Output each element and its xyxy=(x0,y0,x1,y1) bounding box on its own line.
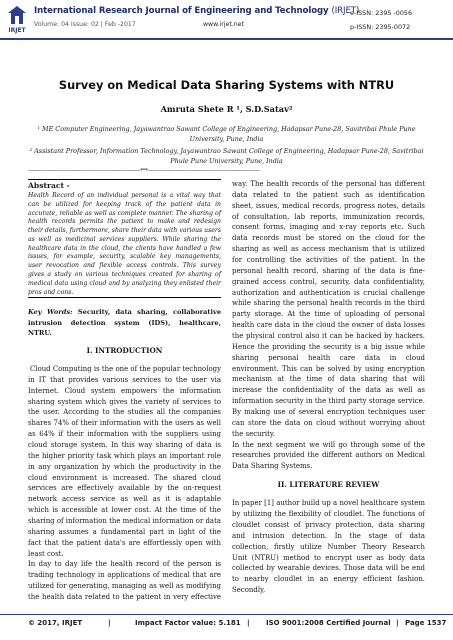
intro-paragraph-1: Cloud Computing is the one of the popular technology in IT that provides various services to the user via Internet. Cloud system empowers the information sharing system which gives the variety of services to the user. According to the studies all the companies shares 74% of their information with the users as well as 64% if their information with the suppliers using cloud storage system. In this way sharing of data is the higher priority task which plays an important role in any organization by which the productivity in the cloud environment is increased. The shared cloud services are effectively available by the on-request network access service as well as it is adaptable which is accessible at lower cost. At the time of the sharing of information the medical information or data sharing assumes a fundamental part in light of the fact that the patient data's are effortlessly open with least cost. xyxy=(28,364,221,558)
keywords-text: Security, data sharing, collaborative intrusion detection system (IDS), healthcare, NTRU. xyxy=(28,308,222,337)
section-heading-introduction: I. INTRODUCTION xyxy=(86,345,163,355)
abstract-body: Health Record of an individual personal is a vital way that can be utilized for keeping track of the patient data in accurate, reliable as well as complete manner. The sharing of health records permits the patient to make and redesign their details, furthermore, share their data with various users as well as medicinal services suppliers. While sharing the healthcare data in the cloud, the clients have handled a few issues, for example, security, scalable key managements, user revocation and flexible access controls. This survey gives a study on various techniques created for sharing of medical data using cloud and by analyzing they enlisted their pros and cons. xyxy=(28,192,221,296)
journal-name: International Research Journal of Engineering and Technology (IRJET) xyxy=(34,6,360,16)
affiliation-1: ¹ ME Computer Engineering, Jayawantrao Sawant College of Engineering, Hadapsar Pune-28, Savitribai Phule Pune University, Pune, India xyxy=(37,125,416,144)
journal-header xyxy=(0,0,453,38)
header-divider xyxy=(0,38,453,40)
footer-page-number: Page 1537 xyxy=(405,619,447,627)
issn-block xyxy=(350,6,412,34)
affiliation-2: ² Assistant Professor, Information Technology, Jayawantrao Sawant College of Engineering, Hadapsar Pune-28, Savitribai Phule Pune University, Pune, India xyxy=(29,147,424,166)
footer-divider xyxy=(0,614,453,615)
abstract-box xyxy=(28,179,221,298)
footer-copyright: © 2017, IRJET xyxy=(28,619,83,627)
section-separator: ------------------------------------------------------------------------***------------------------------------------------------------------------ xyxy=(28,168,260,174)
svg-text:IRJET: IRJET xyxy=(8,27,26,34)
intro-paragraph-2-continued: way. The health records of the personal has different data related to the patient such as identification sheet, issues, medical records, progress notes, details of consultation, lab reports, immunization records, consent forms, imaging and x-ray reports etc. Such data records must be stored on the cloud for the sharing as well as access mechanism that is utilized for controlling the activities of the patient. In the personal health record, sharing of the data is fine-grained access control, security, data confidentiality, authorization and authentication is crucial challenge while sharing the personal health records in the third party storage. At the time of uploading of personal health care data in the cloud the owner of data losses the physical control also it can be hacked by hackers. Hence the providing the security is a big issue while sharing personal health care data in cloud environment. This can be solved by using encryption mechanism at the time of data sharing that will increase the confidentiality of the data as well as information security in the third party storage service. By making use of several encryption techniques user can store the data on cloud without worrying about the security. xyxy=(232,180,425,438)
pissn: p-ISSN: 2395-0072 xyxy=(350,23,411,31)
paper-title: Survey on Medical Data Sharing Systems with NTRU xyxy=(58,78,395,92)
footer-separator-2: | xyxy=(247,619,250,627)
volume-issue: Volume: 04 Issue: 02 | Feb -2017 xyxy=(34,21,136,28)
footer-impact-factor: Impact Factor value: 5.181 xyxy=(135,619,241,627)
footer-iso: ISO 9001:2008 Certified Journal xyxy=(266,619,391,627)
left-column xyxy=(28,179,221,603)
intro-paragraph-2: In day to day life the health record of the person is trading technology in applications of medical that are utilized for generating, managing as well as modifying the health data related to the patient in very effective xyxy=(28,560,221,602)
footer-separator-1: | xyxy=(108,619,111,627)
irjet-logo-icon xyxy=(5,4,29,34)
keywords xyxy=(28,307,221,338)
eissn: e-ISSN: 2395 -0056 xyxy=(350,9,413,17)
footer-separator-3: | xyxy=(396,619,399,627)
abstract-heading: Abstract - xyxy=(28,181,70,190)
journal-abbr: (IRJET) xyxy=(331,6,360,16)
intro-paragraph-3: In the next segment we will go through some of the researches provided the different authors on Medical Data Sharing Systems. xyxy=(232,440,425,471)
paper-authors: Amruta Shete R ¹, S.D.Satav² xyxy=(160,104,293,114)
section-heading-literature-review: II. LITERATURE REVIEW xyxy=(277,480,380,490)
journal-website-link[interactable]: www.irjet.net xyxy=(203,21,244,28)
keywords-label: Key Words: xyxy=(28,308,73,317)
literature-paragraph-1: In paper [1] author build up a novel healthcare system by utilizing the flexibility of cloudlet. The functions of cloudlet consist of privacy protection, data sharing and intrusion detection. In the stage of data collection, firstly utilize Number Theory Research Unit (NTRU) method to encrypt user as body data collected by wearable devices. Those data will be end to nearby cloudlet in an energy efficient fashion. Secondly, xyxy=(232,499,425,595)
right-column xyxy=(232,179,425,596)
